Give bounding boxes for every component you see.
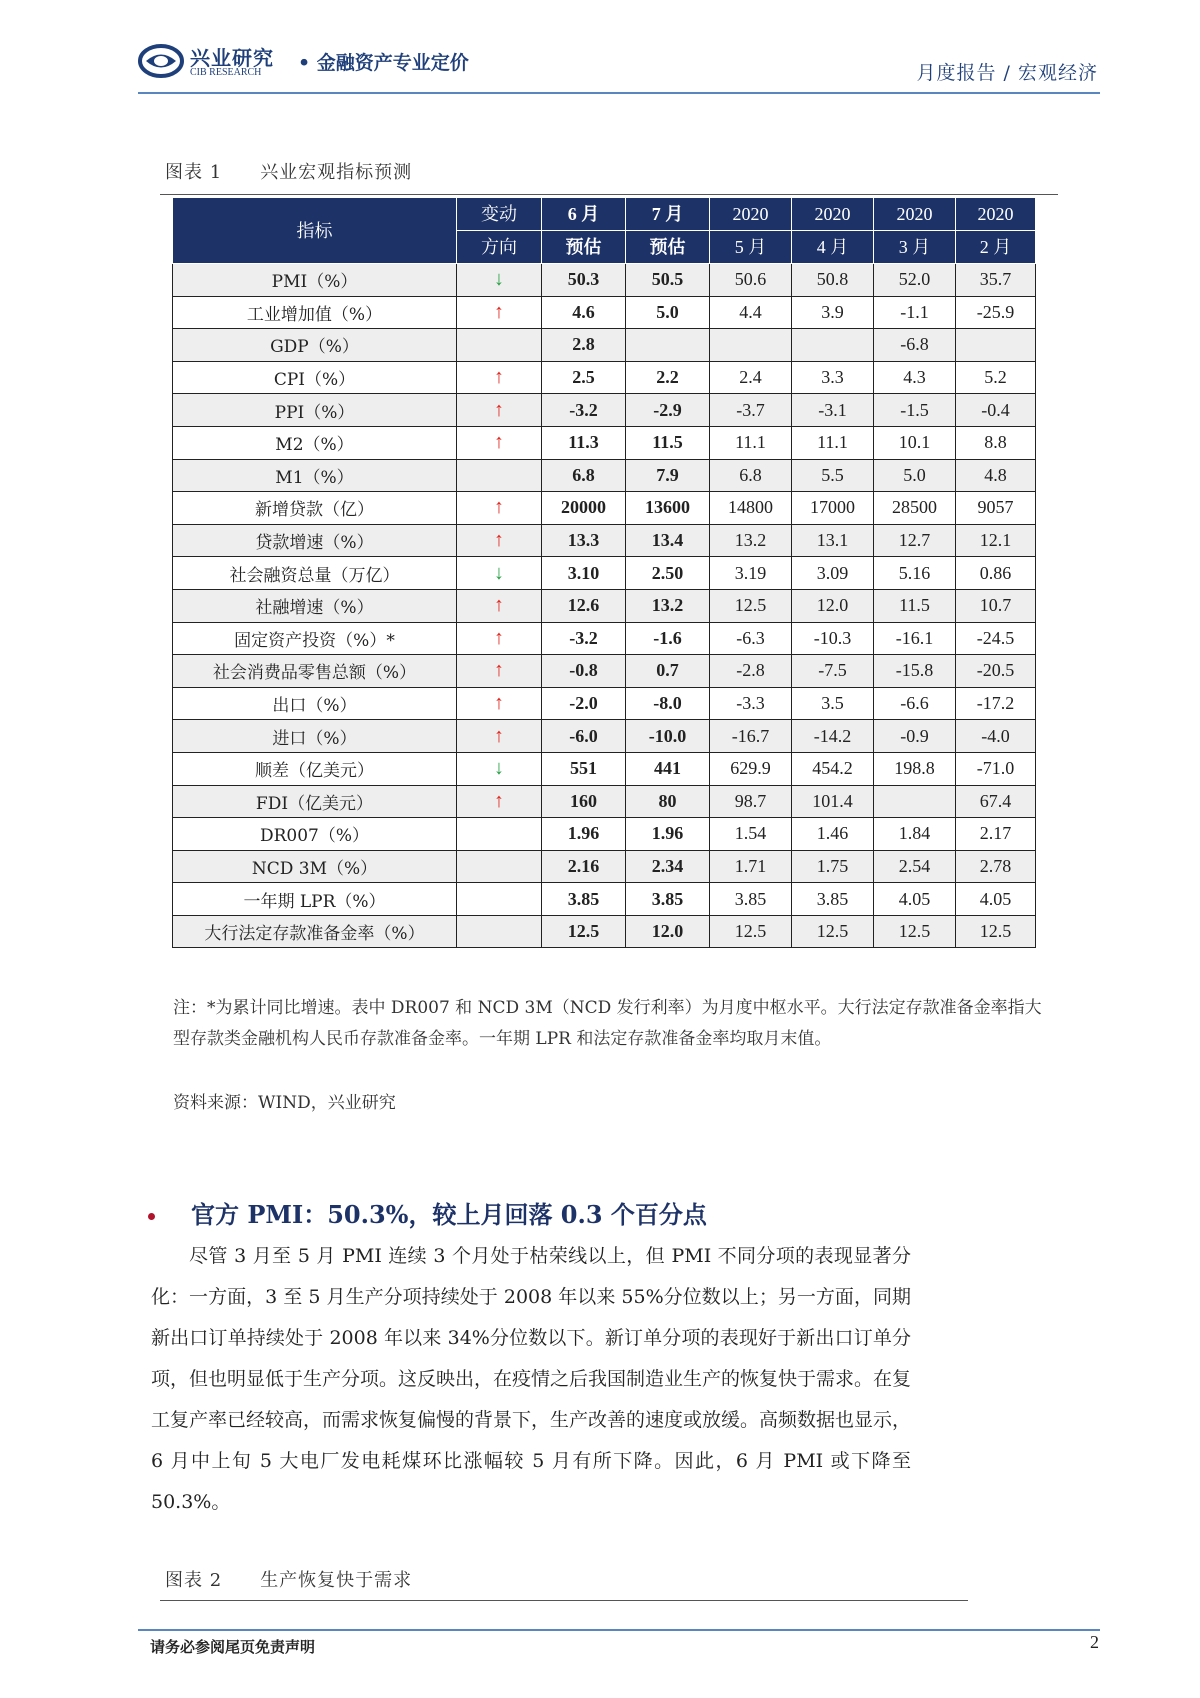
- row-value: -6.0: [542, 720, 626, 753]
- row-value: 50.8: [792, 264, 874, 297]
- row-value: 3.19: [710, 557, 792, 590]
- row-indicator: M1（%）: [173, 459, 457, 492]
- table-row: [173, 720, 1036, 753]
- figure-1-caption: [165, 158, 412, 184]
- row-value: -14.2: [792, 720, 874, 753]
- row-value: -2.9: [626, 394, 710, 427]
- header-jun-forecast: 6 月: [542, 198, 626, 231]
- row-value: 5.0: [874, 459, 956, 492]
- row-value: -3.7: [710, 394, 792, 427]
- row-value: -8.0: [626, 687, 710, 720]
- page-header: [138, 40, 1098, 94]
- row-value: 11.5: [874, 589, 956, 622]
- figure-1-title: 兴业宏观指标预测: [260, 162, 413, 183]
- header-apr-2020: 2020: [792, 198, 874, 231]
- row-value: 551: [542, 752, 626, 785]
- bullet-icon: [148, 1213, 155, 1220]
- row-value: -20.5: [956, 655, 1036, 688]
- row-value: -3.2: [542, 394, 626, 427]
- row-value: 12.5: [792, 915, 874, 948]
- row-indicator: 工业增加值（%）: [173, 296, 457, 329]
- figure-2-caption: [165, 1566, 412, 1592]
- row-value: 5.2: [956, 361, 1036, 394]
- brand-name-en: CIB RESEARCH: [190, 67, 262, 78]
- row-value: -3.1: [792, 394, 874, 427]
- row-value: 6.8: [710, 459, 792, 492]
- row-value: -17.2: [956, 687, 1036, 720]
- row-value: 52.0: [874, 264, 956, 297]
- row-direction: [457, 264, 542, 297]
- row-value: -71.0: [956, 752, 1036, 785]
- row-value: 13.4: [626, 524, 710, 557]
- figure-2-rule: [160, 1600, 968, 1601]
- row-value: 35.7: [956, 264, 1036, 297]
- arrow-up-icon: ↑: [494, 366, 504, 389]
- row-value: 2.16: [542, 850, 626, 883]
- header-jun-forecast-sub: 预估: [542, 231, 626, 264]
- row-value: 2.5: [542, 361, 626, 394]
- header-jul-forecast-sub: 预估: [626, 231, 710, 264]
- table-row: [173, 785, 1036, 818]
- row-value: -4.0: [956, 720, 1036, 753]
- row-value: 2.50: [626, 557, 710, 590]
- table-row: [173, 394, 1036, 427]
- row-value: -3.2: [542, 622, 626, 655]
- row-value: 9057: [956, 492, 1036, 525]
- header-mar-2020-sub: 3 月: [874, 231, 956, 264]
- row-direction: [457, 394, 542, 427]
- row-value: 4.6: [542, 296, 626, 329]
- row-value: 13600: [626, 492, 710, 525]
- row-value: 2.8: [542, 329, 626, 362]
- row-value: 12.5: [542, 915, 626, 948]
- header-feb-2020-sub: 2 月: [956, 231, 1036, 264]
- row-value: [956, 329, 1036, 362]
- table-row: [173, 426, 1036, 459]
- arrow-up-icon: ↑: [494, 724, 504, 747]
- row-value: 28500: [874, 492, 956, 525]
- row-value: 10.1: [874, 426, 956, 459]
- row-value: 17000: [792, 492, 874, 525]
- arrow-up-icon: ↑: [494, 431, 504, 454]
- row-value: -6.6: [874, 687, 956, 720]
- row-indicator: DR007（%）: [173, 818, 457, 851]
- table-row: [173, 524, 1036, 557]
- row-value: 3.5: [792, 687, 874, 720]
- cib-logo-icon: [138, 44, 184, 78]
- arrow-up-icon: ↑: [494, 659, 504, 682]
- row-value: 13.2: [710, 524, 792, 557]
- row-indicator: M2（%）: [173, 426, 457, 459]
- header-jul-forecast: 7 月: [626, 198, 710, 231]
- row-indicator: 进口（%）: [173, 720, 457, 753]
- row-value: 3.9: [792, 296, 874, 329]
- table-row: [173, 655, 1036, 688]
- row-direction: [457, 850, 542, 883]
- table-row: [173, 622, 1036, 655]
- row-value: -24.5: [956, 622, 1036, 655]
- row-indicator: 一年期 LPR（%）: [173, 883, 457, 916]
- row-direction: [457, 785, 542, 818]
- row-value: 98.7: [710, 785, 792, 818]
- header-indicator: 指标: [173, 198, 457, 264]
- row-value: 1.96: [626, 818, 710, 851]
- arrow-up-icon: ↑: [494, 300, 504, 323]
- row-indicator: 贷款增速（%）: [173, 524, 457, 557]
- row-value: 4.05: [956, 883, 1036, 916]
- row-value: [874, 785, 956, 818]
- row-value: 12.6: [542, 589, 626, 622]
- figure-2-label: 图表 2: [165, 1570, 223, 1591]
- data-source: 资料来源：WIND，兴业研究: [173, 1093, 396, 1113]
- row-value: 50.3: [542, 264, 626, 297]
- row-value: 12.0: [792, 589, 874, 622]
- row-indicator: FDI（亿美元）: [173, 785, 457, 818]
- row-value: 12.5: [874, 915, 956, 948]
- row-value: 3.85: [542, 883, 626, 916]
- row-value: 3.85: [626, 883, 710, 916]
- row-indicator: 出口（%）: [173, 687, 457, 720]
- row-value: -3.3: [710, 687, 792, 720]
- figure-1-label: 图表 1: [165, 162, 223, 183]
- row-value: 101.4: [792, 785, 874, 818]
- row-value: 0.7: [626, 655, 710, 688]
- row-direction: [457, 459, 542, 492]
- row-direction: [457, 818, 542, 851]
- row-direction: [457, 329, 542, 362]
- row-indicator: GDP（%）: [173, 329, 457, 362]
- brand-slogan: • 金融资产专业定价: [298, 52, 469, 74]
- row-value: -6.3: [710, 622, 792, 655]
- row-direction: [457, 296, 542, 329]
- table-row: [173, 589, 1036, 622]
- row-value: 13.2: [626, 589, 710, 622]
- arrow-up-icon: ↑: [494, 594, 504, 617]
- section-heading: [148, 1195, 707, 1230]
- row-indicator: PPI（%）: [173, 394, 457, 427]
- row-indicator: 顺差（亿美元）: [173, 752, 457, 785]
- arrow-up-icon: ↑: [494, 626, 504, 649]
- row-value: 11.3: [542, 426, 626, 459]
- row-value: 8.8: [956, 426, 1036, 459]
- row-direction: [457, 655, 542, 688]
- row-value: 2.78: [956, 850, 1036, 883]
- row-value: 10.7: [956, 589, 1036, 622]
- row-indicator: 大行法定存款准备金率（%）: [173, 915, 457, 948]
- row-value: [792, 329, 874, 362]
- row-value: -10.0: [626, 720, 710, 753]
- row-value: 5.0: [626, 296, 710, 329]
- row-value: 1.71: [710, 850, 792, 883]
- row-value: 12.5: [710, 589, 792, 622]
- disclaimer: 请务必参阅尾页免责声明: [150, 1638, 316, 1656]
- row-value: -25.9: [956, 296, 1036, 329]
- row-value: -1.6: [626, 622, 710, 655]
- row-value: 441: [626, 752, 710, 785]
- table-row: [173, 329, 1036, 362]
- table-row: [173, 752, 1036, 785]
- row-value: 4.8: [956, 459, 1036, 492]
- header-feb-2020: 2020: [956, 198, 1036, 231]
- row-value: 1.84: [874, 818, 956, 851]
- row-value: 454.2: [792, 752, 874, 785]
- table-row: [173, 264, 1036, 297]
- row-direction: [457, 720, 542, 753]
- row-direction: [457, 622, 542, 655]
- row-value: 3.10: [542, 557, 626, 590]
- row-direction: [457, 589, 542, 622]
- table-row: [173, 915, 1036, 948]
- row-direction: [457, 524, 542, 557]
- arrow-down-icon: ↓: [494, 757, 504, 780]
- row-value: 12.5: [956, 915, 1036, 948]
- row-value: 0.86: [956, 557, 1036, 590]
- header-may-2020: 2020: [710, 198, 792, 231]
- table-note: 注：*为累计同比增速。表中 DR007 和 NCD 3M（NCD 发行利率）为月度中枢水平。大行法定存款准备金率指大型存款类金融机构人民币存款准备金率。一年期 LPR 和法定存款准备金率均取月末值。: [173, 998, 1042, 1049]
- row-value: -2.8: [710, 655, 792, 688]
- report-type: 月度报告 / 宏观经济: [916, 62, 1098, 84]
- page-number: 2: [1090, 1632, 1099, 1652]
- macro-forecast-table: [172, 197, 1036, 948]
- arrow-up-icon: ↑: [494, 789, 504, 812]
- row-value: 3.3: [792, 361, 874, 394]
- row-value: -1.1: [874, 296, 956, 329]
- table-row: [173, 850, 1036, 883]
- row-value: 11.5: [626, 426, 710, 459]
- row-value: 67.4: [956, 785, 1036, 818]
- row-indicator: 固定资产投资（%）*: [173, 622, 457, 655]
- row-value: 2.54: [874, 850, 956, 883]
- row-indicator: 社会消费品零售总额（%）: [173, 655, 457, 688]
- row-value: -0.9: [874, 720, 956, 753]
- row-value: 1.96: [542, 818, 626, 851]
- body-paragraph: 尽管 3 月至 5 月 PMI 连续 3 个月处于枯荣线以上，但 PMI 不同分项的表现显著分化：一方面，3 至 5 月生产分项持续处于 2008 年以来 55%分位数以上；另一方面，同期新出口订单持续处于 2008 年以来 34%分位数以下。新订单分项的表现好于新出口订单分项，但也明显低于生产分项。这反映出，在疫情之后我国制造业生产的恢复快于需求。在复工复产率已经较高，而需求恢复偏慢的背景下，生产改善的速度或放缓。高频数据也显示，6 月中上旬 5 大电厂发电耗煤环比涨幅较 5 月有所下降。因此，6 月 PMI 或下降至 50.3%。: [151, 1245, 912, 1513]
- row-value: 20000: [542, 492, 626, 525]
- row-indicator: CPI（%）: [173, 361, 457, 394]
- row-value: 4.3: [874, 361, 956, 394]
- row-indicator: NCD 3M（%）: [173, 850, 457, 883]
- row-direction: [457, 883, 542, 916]
- table-row: [173, 296, 1036, 329]
- row-value: 12.1: [956, 524, 1036, 557]
- row-value: 80: [626, 785, 710, 818]
- row-value: 1.54: [710, 818, 792, 851]
- row-value: 50.5: [626, 264, 710, 297]
- arrow-up-icon: ↑: [494, 692, 504, 715]
- row-value: 13.1: [792, 524, 874, 557]
- arrow-down-icon: ↓: [494, 268, 504, 291]
- row-direction: [457, 557, 542, 590]
- header-direction-sub: 方向: [457, 231, 542, 264]
- row-value: 3.85: [710, 883, 792, 916]
- row-value: 629.9: [710, 752, 792, 785]
- header-direction: 变动: [457, 198, 542, 231]
- row-value: [710, 329, 792, 362]
- row-value: 12.0: [626, 915, 710, 948]
- row-value: 4.4: [710, 296, 792, 329]
- row-value: 1.75: [792, 850, 874, 883]
- table-row: [173, 883, 1036, 916]
- table-row: [173, 687, 1036, 720]
- row-value: -0.8: [542, 655, 626, 688]
- row-direction: [457, 915, 542, 948]
- header-divider: [138, 92, 1100, 94]
- header-may-2020-sub: 5 月: [710, 231, 792, 264]
- row-value: 3.09: [792, 557, 874, 590]
- row-direction: [457, 752, 542, 785]
- row-value: 50.6: [710, 264, 792, 297]
- row-value: -2.0: [542, 687, 626, 720]
- arrow-up-icon: ↑: [494, 529, 504, 552]
- footer-divider: [138, 1629, 1100, 1631]
- arrow-down-icon: ↓: [494, 561, 504, 584]
- row-value: 4.05: [874, 883, 956, 916]
- row-direction: [457, 687, 542, 720]
- table-row: [173, 492, 1036, 525]
- header-mar-2020: 2020: [874, 198, 956, 231]
- table-row: [173, 557, 1036, 590]
- row-value: 1.46: [792, 818, 874, 851]
- arrow-up-icon: ↑: [494, 496, 504, 519]
- brand-name: 兴业研究: [190, 46, 274, 70]
- row-value: 2.34: [626, 850, 710, 883]
- row-value: 3.85: [792, 883, 874, 916]
- row-value: 2.2: [626, 361, 710, 394]
- row-indicator: 社融增速（%）: [173, 589, 457, 622]
- row-value: 5.5: [792, 459, 874, 492]
- table-row: [173, 361, 1036, 394]
- table-body: [173, 264, 1036, 948]
- row-value: -1.5: [874, 394, 956, 427]
- row-value: 11.1: [792, 426, 874, 459]
- row-value: 14800: [710, 492, 792, 525]
- row-value: 6.8: [542, 459, 626, 492]
- row-indicator: 新增贷款（亿）: [173, 492, 457, 525]
- figure-2-title: 生产恢复快于需求: [260, 1570, 413, 1591]
- row-indicator: 社会融资总量（万亿）: [173, 557, 457, 590]
- row-value: 12.7: [874, 524, 956, 557]
- row-value: 5.16: [874, 557, 956, 590]
- row-direction: [457, 492, 542, 525]
- row-value: 12.5: [710, 915, 792, 948]
- row-value: 7.9: [626, 459, 710, 492]
- row-value: 2.17: [956, 818, 1036, 851]
- row-value: [626, 329, 710, 362]
- row-value: -0.4: [956, 394, 1036, 427]
- header-apr-2020-sub: 4 月: [792, 231, 874, 264]
- arrow-up-icon: ↑: [494, 398, 504, 421]
- row-value: 13.3: [542, 524, 626, 557]
- row-value: 2.4: [710, 361, 792, 394]
- row-value: -7.5: [792, 655, 874, 688]
- row-value: -16.7: [710, 720, 792, 753]
- row-indicator: PMI（%）: [173, 264, 457, 297]
- table-row: [173, 459, 1036, 492]
- row-value: -16.1: [874, 622, 956, 655]
- section-title: 官方 PMI：50.3%，较上月回落 0.3 个百分点: [191, 1200, 707, 1229]
- row-value: 160: [542, 785, 626, 818]
- row-value: 11.1: [710, 426, 792, 459]
- row-direction: [457, 426, 542, 459]
- row-value: 198.8: [874, 752, 956, 785]
- row-value: -10.3: [792, 622, 874, 655]
- row-value: -6.8: [874, 329, 956, 362]
- row-value: -15.8: [874, 655, 956, 688]
- table-row: [173, 818, 1036, 851]
- table-top-rule: [160, 194, 1058, 195]
- row-direction: [457, 361, 542, 394]
